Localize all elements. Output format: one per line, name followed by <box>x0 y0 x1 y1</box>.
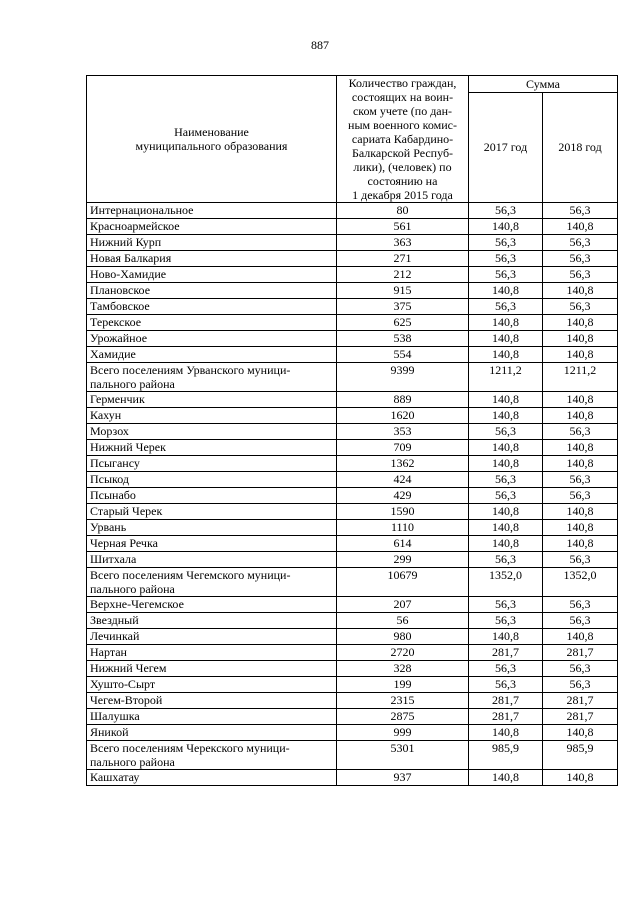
conscript-count: 554 <box>337 347 469 363</box>
sum-2017: 56,3 <box>469 488 543 504</box>
table-row <box>87 536 618 552</box>
sum-2017: 140,8 <box>469 315 543 331</box>
settlement-name: Плановское <box>87 283 337 299</box>
table-row <box>87 709 618 725</box>
settlement-name: Кахун <box>87 408 337 424</box>
settlement-name: Шитхала <box>87 552 337 568</box>
sum-2018: 56,3 <box>543 235 618 251</box>
table-row <box>87 251 618 267</box>
conscript-count: 1362 <box>337 456 469 472</box>
table-row <box>87 613 618 629</box>
conscript-count: 2875 <box>337 709 469 725</box>
conscript-count: 424 <box>337 472 469 488</box>
conscript-count: 56 <box>337 613 469 629</box>
sum-2018: 281,7 <box>543 645 618 661</box>
page-number: 887 <box>311 38 329 52</box>
sum-2018: 140,8 <box>543 219 618 235</box>
header-name-text: Наименование муниципального образования <box>135 125 288 153</box>
table-row <box>87 408 618 424</box>
sum-2018: 140,8 <box>543 392 618 408</box>
table-row <box>87 315 618 331</box>
settlement-name: Всего поселениям Чегемского муници- пального района <box>87 568 337 597</box>
header-name <box>87 76 337 203</box>
sum-2017: 140,8 <box>469 629 543 645</box>
sum-2017: 140,8 <box>469 770 543 786</box>
conscript-count: 363 <box>337 235 469 251</box>
sum-2018: 56,3 <box>543 677 618 693</box>
sum-2017: 56,3 <box>469 267 543 283</box>
sum-2018: 56,3 <box>543 267 618 283</box>
table-row <box>87 299 618 315</box>
settlement-name: Шалушка <box>87 709 337 725</box>
conscript-count: 299 <box>337 552 469 568</box>
sum-2018: 140,8 <box>543 315 618 331</box>
settlement-name: Хушто-Сырт <box>87 677 337 693</box>
settlement-name: Старый Черек <box>87 504 337 520</box>
table-row <box>87 440 618 456</box>
sum-2017: 140,8 <box>469 440 543 456</box>
sum-2017: 56,3 <box>469 251 543 267</box>
sum-2017: 140,8 <box>469 283 543 299</box>
sum-2017: 140,8 <box>469 504 543 520</box>
settlement-name: Нартан <box>87 645 337 661</box>
conscript-count: 199 <box>337 677 469 693</box>
conscript-count: 889 <box>337 392 469 408</box>
sum-2017: 281,7 <box>469 693 543 709</box>
sum-2017: 140,8 <box>469 392 543 408</box>
table-row <box>87 488 618 504</box>
sum-2017: 56,3 <box>469 552 543 568</box>
settlement-name: Красноармейское <box>87 219 337 235</box>
settlement-name: Всего поселениям Урванского муници- пального района <box>87 363 337 392</box>
table-row <box>87 629 618 645</box>
conscript-count: 5301 <box>337 741 469 770</box>
table-row <box>87 597 618 613</box>
sum-2018: 1352,0 <box>543 568 618 597</box>
settlements-table <box>86 75 618 786</box>
table-row <box>87 552 618 568</box>
table-body <box>87 203 618 786</box>
conscript-count: 1590 <box>337 504 469 520</box>
total-row <box>87 363 618 392</box>
table-row <box>87 693 618 709</box>
settlement-name: Ново-Хамидие <box>87 267 337 283</box>
sum-2018: 281,7 <box>543 709 618 725</box>
table-row <box>87 770 618 786</box>
settlement-name: Нижний Курп <box>87 235 337 251</box>
sum-2017: 56,3 <box>469 597 543 613</box>
settlement-name: Лечинкай <box>87 629 337 645</box>
table-row <box>87 677 618 693</box>
sum-2017: 56,3 <box>469 613 543 629</box>
sum-2017: 140,8 <box>469 219 543 235</box>
header-year-2018: 2018 год <box>543 93 618 203</box>
sum-2018: 140,8 <box>543 456 618 472</box>
sum-2017: 281,7 <box>469 709 543 725</box>
conscript-count: 1110 <box>337 520 469 536</box>
settlement-name: Нижний Черек <box>87 440 337 456</box>
sum-2018: 140,8 <box>543 725 618 741</box>
sum-2017: 140,8 <box>469 331 543 347</box>
conscript-count: 999 <box>337 725 469 741</box>
settlement-name: Псыкод <box>87 472 337 488</box>
sum-2018: 1211,2 <box>543 363 618 392</box>
sum-2017: 140,8 <box>469 536 543 552</box>
conscript-count: 375 <box>337 299 469 315</box>
settlement-name: Урвань <box>87 520 337 536</box>
sum-2018: 56,3 <box>543 203 618 219</box>
settlement-name: Яникой <box>87 725 337 741</box>
settlement-name: Псынабо <box>87 488 337 504</box>
conscript-count: 80 <box>337 203 469 219</box>
sum-2018: 140,8 <box>543 520 618 536</box>
sum-2017: 1211,2 <box>469 363 543 392</box>
settlement-name: Герменчик <box>87 392 337 408</box>
sum-2018: 56,3 <box>543 299 618 315</box>
sum-2017: 1352,0 <box>469 568 543 597</box>
table-row <box>87 645 618 661</box>
conscript-count: 328 <box>337 661 469 677</box>
sum-2018: 140,8 <box>543 283 618 299</box>
sum-2018: 140,8 <box>543 347 618 363</box>
settlement-name: Хамидие <box>87 347 337 363</box>
settlement-name: Черная Речка <box>87 536 337 552</box>
settlement-name: Урожайное <box>87 331 337 347</box>
header-year-2017: 2017 год <box>469 93 543 203</box>
header-count-text: Количество граждан, состоящих на воин- ском учете (по дан- ным военного комис- сариата Кабардино- Балкарской Респуб- лики), (человек) по состоянию на 1 декабря 2015 года <box>348 76 457 202</box>
settlement-name: Новая Балкария <box>87 251 337 267</box>
sum-2018: 140,8 <box>543 629 618 645</box>
total-row <box>87 568 618 597</box>
conscript-count: 937 <box>337 770 469 786</box>
conscript-count: 561 <box>337 219 469 235</box>
conscript-count: 212 <box>337 267 469 283</box>
table-row <box>87 347 618 363</box>
settlement-name: Псыгансу <box>87 456 337 472</box>
sum-2018: 56,3 <box>543 488 618 504</box>
sum-2018: 56,3 <box>543 597 618 613</box>
sum-2018: 140,8 <box>543 440 618 456</box>
sum-2018: 985,9 <box>543 741 618 770</box>
table-row <box>87 661 618 677</box>
sum-2018: 56,3 <box>543 251 618 267</box>
conscript-count: 429 <box>337 488 469 504</box>
table-row <box>87 203 618 219</box>
total-row <box>87 741 618 770</box>
sum-2017: 140,8 <box>469 347 543 363</box>
sum-2018: 140,8 <box>543 408 618 424</box>
sum-2017: 56,3 <box>469 472 543 488</box>
table-row <box>87 392 618 408</box>
table-row <box>87 520 618 536</box>
sum-2017: 985,9 <box>469 741 543 770</box>
settlement-name: Нижний Чегем <box>87 661 337 677</box>
table-row <box>87 235 618 251</box>
table-row <box>87 331 618 347</box>
settlement-name: Терекское <box>87 315 337 331</box>
header-sum: Сумма <box>469 76 618 93</box>
conscript-count: 9399 <box>337 363 469 392</box>
table-row <box>87 472 618 488</box>
sum-2017: 281,7 <box>469 645 543 661</box>
sum-2017: 56,3 <box>469 235 543 251</box>
sum-2018: 56,3 <box>543 472 618 488</box>
conscript-count: 2720 <box>337 645 469 661</box>
table-row <box>87 456 618 472</box>
sum-2017: 140,8 <box>469 725 543 741</box>
settlement-name: Всего поселениям Черекского муници- пального района <box>87 741 337 770</box>
settlement-name: Чегем-Второй <box>87 693 337 709</box>
sum-2018: 140,8 <box>543 536 618 552</box>
settlement-name: Верхне-Чегемское <box>87 597 337 613</box>
sum-2018: 56,3 <box>543 424 618 440</box>
conscript-count: 614 <box>337 536 469 552</box>
sum-2018: 281,7 <box>543 693 618 709</box>
sum-2018: 140,8 <box>543 504 618 520</box>
conscript-count: 10679 <box>337 568 469 597</box>
sum-2017: 140,8 <box>469 520 543 536</box>
sum-2017: 56,3 <box>469 299 543 315</box>
table-row <box>87 219 618 235</box>
settlement-name: Звездный <box>87 613 337 629</box>
conscript-count: 2315 <box>337 693 469 709</box>
sum-2017: 140,8 <box>469 456 543 472</box>
conscript-count: 207 <box>337 597 469 613</box>
settlement-name: Кашхатау <box>87 770 337 786</box>
sum-2017: 56,3 <box>469 677 543 693</box>
table-row <box>87 504 618 520</box>
sum-2018: 56,3 <box>543 613 618 629</box>
conscript-count: 915 <box>337 283 469 299</box>
table-row <box>87 283 618 299</box>
sum-2017: 56,3 <box>469 203 543 219</box>
sum-2018: 140,8 <box>543 331 618 347</box>
settlement-name: Интернациональное <box>87 203 337 219</box>
sum-2018: 56,3 <box>543 661 618 677</box>
conscript-count: 271 <box>337 251 469 267</box>
sum-2017: 56,3 <box>469 661 543 677</box>
table-row <box>87 424 618 440</box>
settlement-name: Тамбовское <box>87 299 337 315</box>
sum-2017: 140,8 <box>469 408 543 424</box>
conscript-count: 1620 <box>337 408 469 424</box>
settlement-name: Морзох <box>87 424 337 440</box>
conscript-count: 625 <box>337 315 469 331</box>
table-row <box>87 725 618 741</box>
table-row <box>87 267 618 283</box>
conscript-count: 538 <box>337 331 469 347</box>
sum-2017: 56,3 <box>469 424 543 440</box>
sum-2018: 140,8 <box>543 770 618 786</box>
conscript-count: 709 <box>337 440 469 456</box>
header-count <box>337 76 469 203</box>
sum-2018: 56,3 <box>543 552 618 568</box>
conscript-count: 353 <box>337 424 469 440</box>
conscript-count: 980 <box>337 629 469 645</box>
